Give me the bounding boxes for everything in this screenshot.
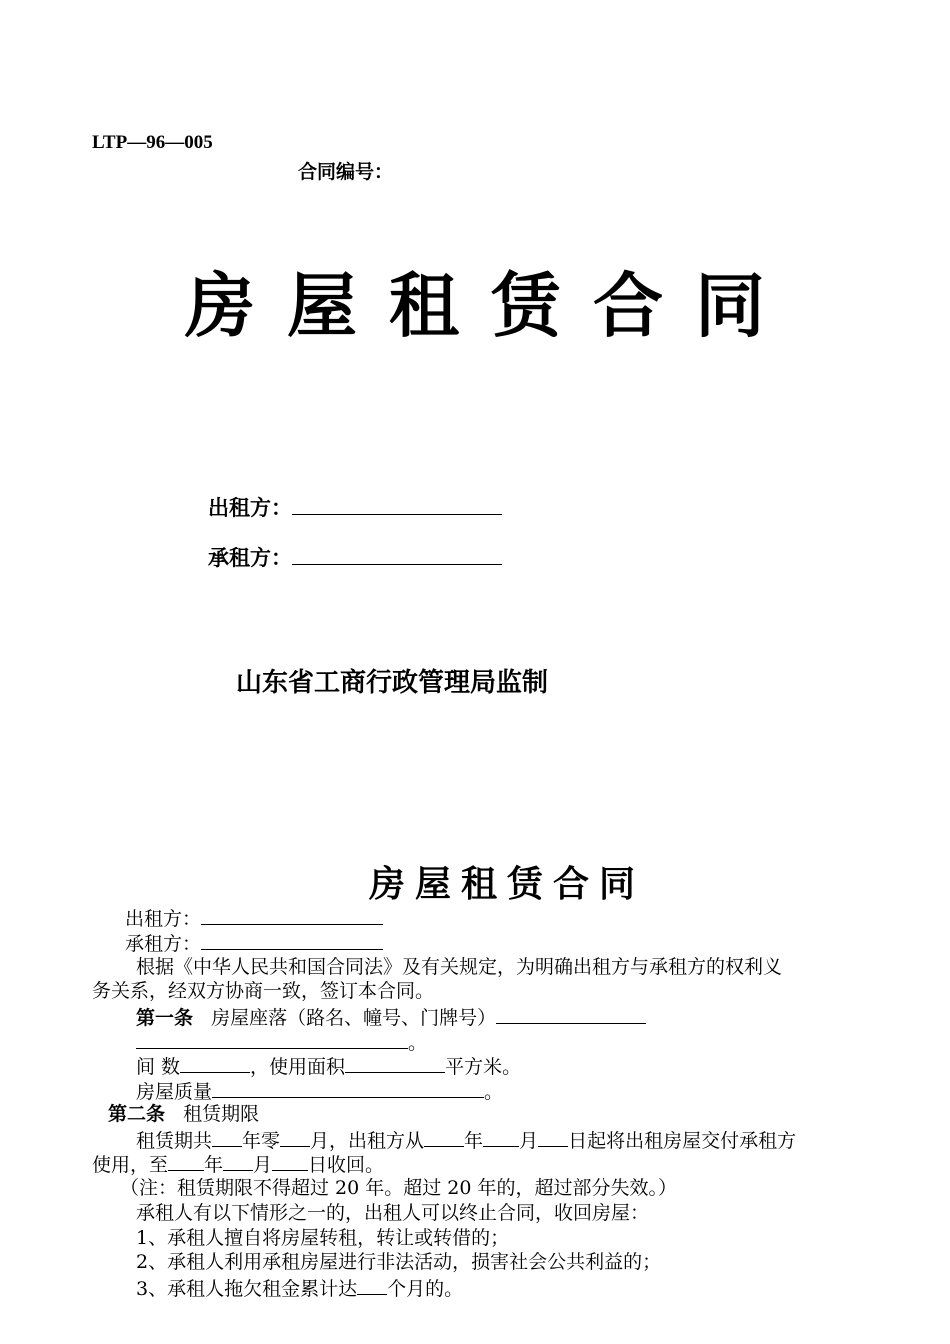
lessor-row — [125, 905, 383, 931]
start-year-field[interactable] — [424, 1127, 464, 1147]
term2-label-c: 月 — [253, 1154, 273, 1176]
area-unit: 平方米。 — [445, 1056, 522, 1078]
lessee-field[interactable] — [201, 930, 383, 950]
term-label-a: 租赁期共 — [136, 1130, 213, 1152]
article-2-title: 租赁期限 — [183, 1103, 260, 1125]
preamble-line-1: 根据《中华人民共和国合同法》及有关规定，为明确出租方与承租方的权利义 — [136, 956, 783, 978]
term2-label-b: 年 — [204, 1154, 224, 1176]
preamble-line-2: 务关系，经双方协商一致，签订本合同。 — [92, 980, 435, 1002]
arrears-months-field[interactable] — [357, 1275, 387, 1295]
end-month-field[interactable] — [223, 1151, 253, 1171]
cover-lessor-field[interactable] — [292, 494, 502, 515]
cover-lessor-row — [208, 492, 502, 522]
form-code: LTP—96—005 — [92, 132, 213, 153]
cover-lessee-field[interactable] — [292, 544, 502, 565]
terminate-item-2: 2、承租人利用承租房屋进行非法活动，损害社会公共利益的； — [136, 1251, 662, 1273]
terminate-item-1: 1、承租人擅自将房屋转租，转让或转借的； — [136, 1227, 510, 1249]
supervisor-text: 山东省工商行政管理局监制 — [236, 668, 549, 698]
start-month-field[interactable] — [483, 1127, 519, 1147]
area-field[interactable] — [345, 1053, 445, 1073]
article-1-row-2 — [136, 1029, 427, 1055]
term2-label-a: 使用，至 — [92, 1154, 169, 1176]
address-field-1[interactable] — [496, 1004, 646, 1024]
end-day-field[interactable] — [272, 1151, 308, 1171]
lessee-label: 承租方： — [125, 933, 202, 955]
item-3-label: 3、承租人拖欠租金累计达 — [136, 1278, 358, 1300]
lessee-row — [125, 930, 383, 956]
cover-title: 房屋租赁合同 — [185, 264, 797, 347]
article-2-heading: 第二条 — [108, 1103, 166, 1125]
rooms-label: 间 数 — [136, 1056, 181, 1078]
term-row-2 — [92, 1151, 384, 1177]
contract-number-label: 合同编号： — [298, 161, 394, 183]
quality-field[interactable] — [212, 1078, 484, 1098]
term-label-b: 年零 — [242, 1130, 281, 1152]
quality-row — [136, 1078, 503, 1104]
quality-label: 房屋质量 — [136, 1081, 213, 1103]
quality-end: 。 — [484, 1081, 504, 1103]
article-1-heading: 第一条 — [136, 1007, 194, 1029]
term-months-field[interactable] — [280, 1127, 310, 1147]
contract-title: 房屋租赁合同 — [368, 863, 645, 905]
article-1-text: 房屋座落（路名、幢号、门牌号） — [211, 1007, 497, 1029]
term-label-e: 月 — [519, 1130, 539, 1152]
term-label-c: 月，出租方从 — [310, 1130, 425, 1152]
terminate-intro: 承租人有以下情形之一的，出租人可以终止合同，收回房屋： — [136, 1202, 650, 1224]
term-years-field[interactable] — [212, 1127, 242, 1147]
lessor-label: 出租方： — [125, 908, 202, 930]
cover-lessor-label: 出租方： — [208, 495, 292, 520]
item-3-end: 个月的。 — [387, 1278, 464, 1300]
rooms-field[interactable] — [180, 1053, 250, 1073]
term-label-d: 年 — [464, 1130, 484, 1152]
article-2-row — [108, 1102, 259, 1126]
end-year-field[interactable] — [168, 1151, 204, 1171]
terminate-item-3 — [136, 1275, 463, 1301]
rooms-area-row — [136, 1053, 521, 1079]
article-1-end: 。 — [408, 1032, 428, 1054]
article-1-row — [136, 1004, 646, 1030]
area-label: ，使用面积 — [250, 1056, 346, 1078]
address-field-2[interactable] — [136, 1029, 408, 1049]
term2-label-d: 日收回。 — [308, 1154, 385, 1176]
cover-lessee-label: 承租方： — [208, 545, 292, 570]
lessor-field[interactable] — [201, 905, 383, 925]
term-row-1 — [136, 1127, 796, 1153]
term-label-f: 日起将出租房屋交付承租方 — [568, 1130, 797, 1152]
term-note: （注：租赁期限不得超过 20 年。超过 20 年的，超过部分失效。） — [120, 1177, 678, 1199]
start-day-field[interactable] — [538, 1127, 568, 1147]
cover-lessee-row — [208, 542, 502, 572]
